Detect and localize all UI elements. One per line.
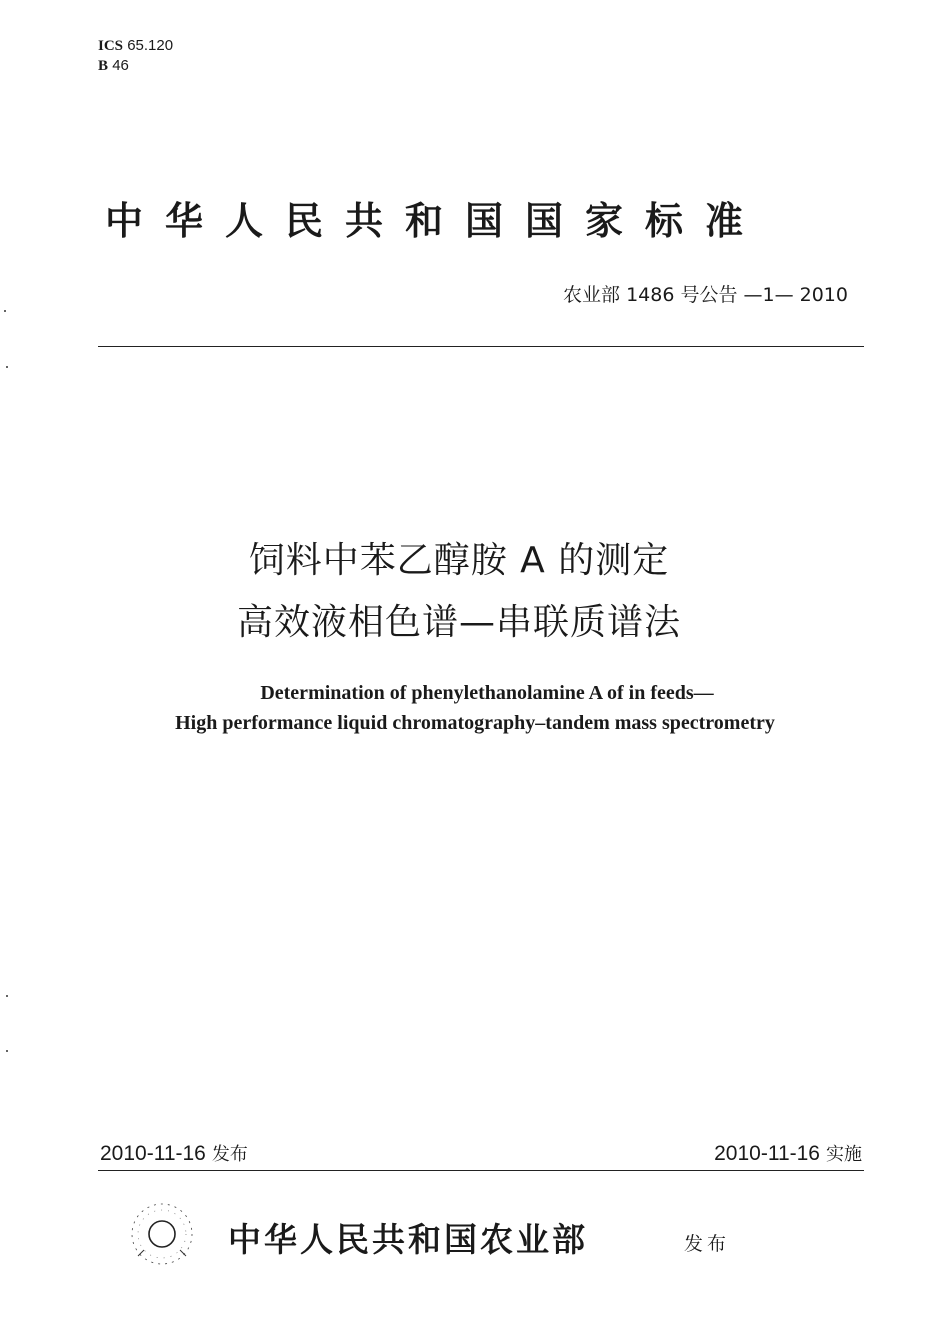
implement-date: 2010-11-16 <box>714 1142 820 1165</box>
implement-date-block <box>714 1140 862 1166</box>
scan-speck <box>6 366 8 368</box>
top-divider <box>98 346 864 347</box>
title-english-line2: High performance liquid chromatography–tandem mass spectrometry <box>175 712 775 734</box>
national-standard-heading: 中华人民共和国国家标准 <box>105 199 766 243</box>
classification-codes <box>98 36 173 76</box>
issuing-ministry: 中华人民共和国农业部 <box>228 1220 588 1259</box>
title-chinese-line1: 饲料中苯乙醇胺 A 的测定 <box>248 540 670 581</box>
title-chinese-line2: 高效液相色谱—串联质谱法 <box>236 602 681 643</box>
title-english-line1: Determination of phenylethanolamine A of in feeds— <box>260 682 714 704</box>
bottom-divider <box>98 1170 864 1171</box>
issue-label: 发布 <box>684 1233 731 1255</box>
ccs-code: 46 <box>112 57 129 74</box>
publish-label: 发布 <box>211 1144 248 1165</box>
standard-number: 农业部 1486 号公告 —1— 2010 <box>563 284 848 306</box>
scan-speck <box>6 995 8 997</box>
publish-date-block <box>100 1140 248 1166</box>
ics-line <box>98 36 173 56</box>
implement-label: 实施 <box>826 1144 862 1165</box>
scan-speck <box>4 310 6 312</box>
ccs-label: B <box>98 58 109 74</box>
scan-speck <box>6 1050 8 1052</box>
ics-label: ICS <box>98 38 124 54</box>
ministry-seal-icon <box>126 1198 198 1270</box>
publish-date: 2010-11-16 <box>100 1142 206 1165</box>
ccs-line <box>98 56 173 76</box>
ics-code: 65.120 <box>127 37 174 54</box>
